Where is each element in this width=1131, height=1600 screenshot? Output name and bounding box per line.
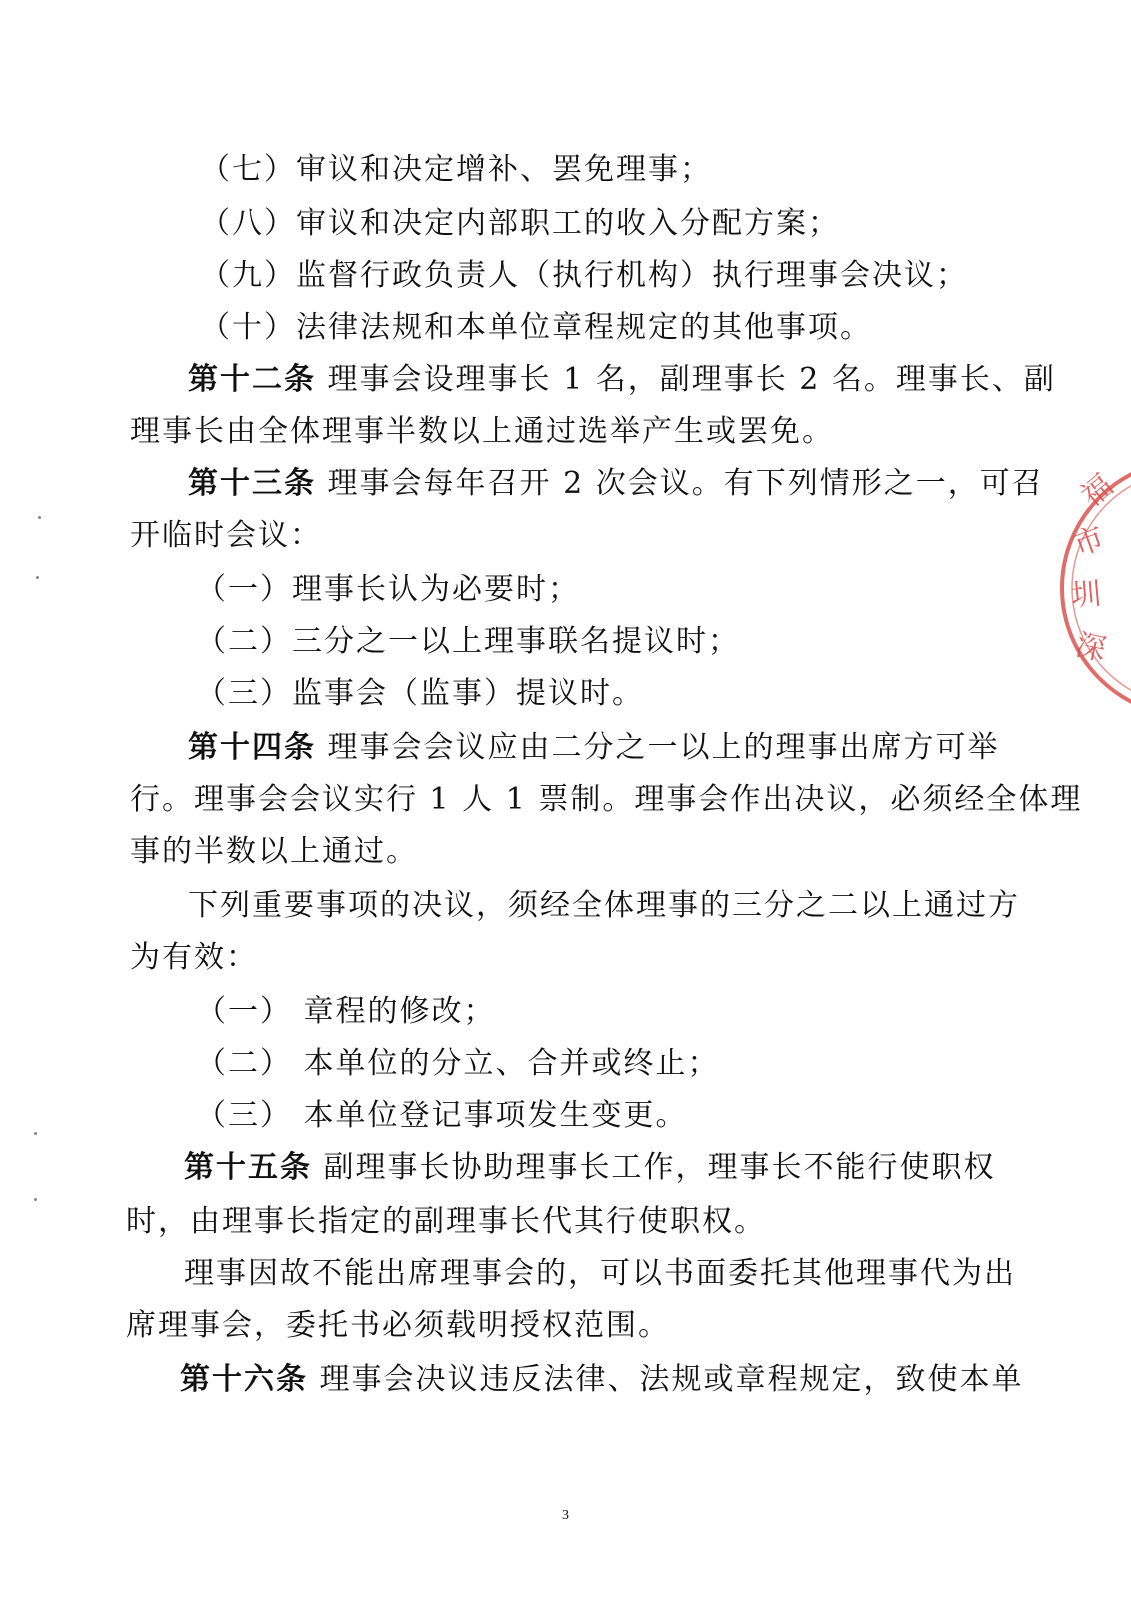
article-12-body: 理事长由全体理事半数以上通过选举产生或罢免。 <box>130 414 834 449</box>
article-13-body: 开临时会议： <box>130 518 322 553</box>
clause-item-9: （九）监督行政负责人（执行机构）执行理事会决议； <box>200 258 968 293</box>
article-14-para-2-cont: 为有效： <box>130 940 258 975</box>
article-14-para-2: 下列重要事项的决议，须经全体理事的三分之二以上通过方 <box>188 888 1020 923</box>
article-14-item-1: （一） 章程的修改； <box>196 994 496 1029</box>
article-15-para-2-cont: 席理事会，委托书必须载明授权范围。 <box>126 1308 670 1343</box>
article-14-body-2: 事的半数以上通过。 <box>130 834 418 869</box>
scan-speck <box>34 1198 37 1201</box>
article-number: 第十六条 <box>180 1362 308 1397</box>
article-15-para-2: 理事因故不能出席理事会的，可以书面委托其他理事代为出 <box>184 1256 1016 1291</box>
svg-text:圳: 圳 <box>1069 576 1103 614</box>
clause-item-8: （八）审议和决定内部职工的收入分配方案； <box>200 206 840 241</box>
article-13-item-1: （一）理事长认为必要时； <box>196 572 580 607</box>
article-number: 第十二条 <box>188 362 316 397</box>
scan-speck <box>34 1132 37 1135</box>
svg-text:市: 市 <box>1068 520 1109 564</box>
clause-item-7: （七）审议和决定增补、罢免理事； <box>200 152 712 187</box>
article-14-item-3: （三） 本单位登记事项发生变更。 <box>196 1098 688 1133</box>
page-number: 3 <box>562 1508 569 1523</box>
scan-speck <box>38 516 41 519</box>
article-14-body-1: 行。理事会会议实行 1 人 1 票制。理事会作出决议，必须经全体理 <box>130 782 1083 817</box>
article-13-heading: 第十三条 理事会每年召开 2 次会议。有下列情形之一，可召 <box>188 466 1044 501</box>
article-12-heading: 第十二条 理事会设理事长 1 名，副理事长 2 名。理事长、副 <box>188 362 1056 397</box>
article-number: 第十五条 <box>184 1150 312 1185</box>
article-15-heading: 第十五条 副理事长协助理事长工作，理事长不能行使职权 <box>184 1150 996 1185</box>
svg-text:深: 深 <box>1072 627 1109 669</box>
article-15-body: 时，由理事长指定的副理事长代其行使职权。 <box>126 1204 766 1239</box>
scan-speck <box>36 576 39 579</box>
article-13-item-3: （三）监事会（监事）提议时。 <box>196 676 644 711</box>
article-number: 第十三条 <box>188 466 316 501</box>
article-14-heading: 第十四条 理事会会议应由二分之一以上的理事出席方可举 <box>188 730 1000 765</box>
svg-text:福: 福 <box>1074 468 1121 515</box>
article-14-item-2: （二） 本单位的分立、合并或终止； <box>196 1046 720 1081</box>
article-16-heading: 第十六条 理事会决议违反法律、法规或章程规定，致使本单 <box>180 1362 1024 1397</box>
article-number: 第十四条 <box>188 730 316 765</box>
official-seal <box>1040 468 1131 708</box>
clause-item-10: （十）法律法规和本单位章程规定的其他事项。 <box>200 310 872 345</box>
article-13-item-2: （二）三分之一以上理事联名提议时； <box>196 624 740 659</box>
